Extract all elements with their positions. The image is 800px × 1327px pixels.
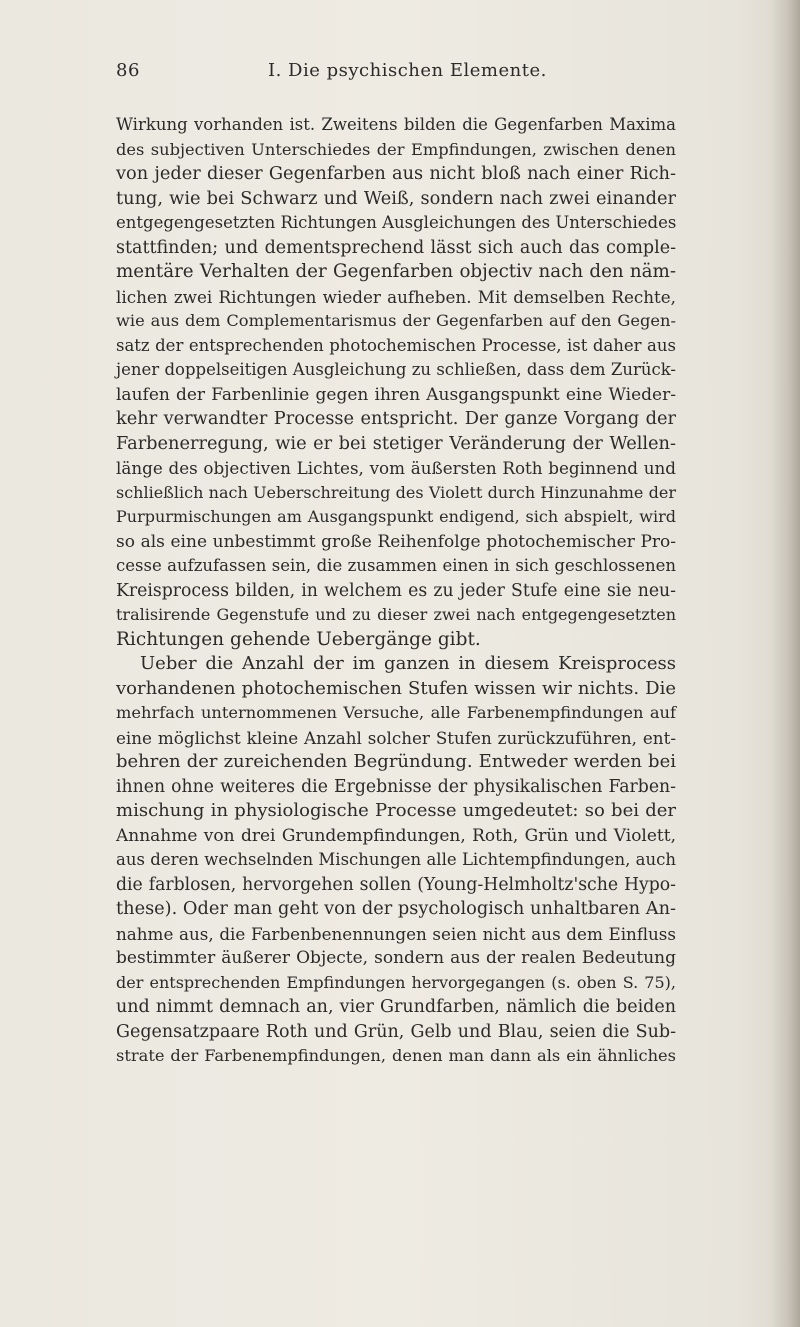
body-text (116, 113, 676, 1069)
text-line: satz der entsprechenden photochemischen Processe, ist daher aus (116, 335, 676, 355)
text-line: des subjectiven Unterschiedes der Empfindungen, zwischen denen (116, 139, 676, 159)
running-head: I. Die psychischen Elemente. (268, 60, 547, 81)
text-line: strate der Farbenempfindungen, denen man dann als ein ähnliches (116, 1046, 676, 1065)
text-line: cesse aufzufassen sein, die zusammen einen in sich geschlossenen (116, 556, 676, 575)
text-line: Gegensatzpaare Roth und Grün, Gelb und Blau, seien die Sub- (116, 1021, 676, 1042)
text-line: und nimmt demnach an, vier Grundfarben, nämlich die beiden (116, 997, 676, 1017)
text-line: schließlich nach Ueberschreitung des Violett durch Hinzunahme der (116, 482, 676, 502)
text-line: mentäre Verhalten der Gegenfarben objectiv nach den näm- (116, 261, 676, 282)
text-line: behren der zureichenden Begründung. Entweder werden bei (116, 751, 676, 772)
text-line: aus deren wechselnden Mischungen alle Lichtempfindungen, auch (116, 850, 676, 869)
text-line: kehr verwandter Processe entspricht. Der ganze Vorgang der (116, 409, 676, 429)
text-line: Kreisprocess bilden, in welchem es zu jeder Stufe eine sie neu- (116, 580, 676, 601)
text-line: stattfinden; und dementsprechend lässt sich auch das comple- (116, 237, 676, 258)
text-line: mischung in physiologische Processe umgedeutet: so bei der (116, 800, 676, 821)
paragraph-start-line: Ueber die Anzahl der im ganzen in diesem Kreisprocess (140, 653, 676, 674)
text-line: ihnen ohne weiteres die Ergebnisse der physikalischen Farben- (116, 776, 676, 797)
text-line: nahme aus, die Farbenbenennungen seien nicht aus dem Einfluss (116, 923, 676, 944)
page-header (116, 60, 676, 90)
text-line: der entsprechenden Empfindungen hervorgegangen (s. oben S. 75), (116, 972, 676, 992)
text-line: so als eine unbestimmt große Reihenfolge photochemischer Pro- (116, 531, 676, 552)
page-edge-shadow (770, 0, 800, 1327)
text-line: laufen der Farbenlinie gegen ihren Ausgangspunkt eine Wieder- (116, 384, 676, 405)
text-line: länge des objectiven Lichtes, vom äußersten Roth beginnend und (116, 458, 676, 478)
text-line: von jeder dieser Gegenfarben aus nicht bloß nach einer Rich- (116, 164, 676, 184)
text-line: Farbenerregung, wie er bei stetiger Veränderung der Wellen- (116, 433, 676, 454)
text-line: mehrfach unternommenen Versuche, alle Farbenempfindungen auf (116, 703, 676, 722)
text-line: lichen zwei Richtungen wieder aufheben. Mit demselben Rechte, (116, 286, 676, 307)
text-line: tung, wie bei Schwarz und Weiß, sondern nach zwei einander (116, 188, 676, 209)
page-number: 86 (116, 60, 140, 81)
text-line: these). Oder man geht von der psychologisch unhaltbaren An- (116, 899, 676, 919)
text-line: Purpurmischungen am Ausgangspunkt endigend, sich abspielt, wird (116, 507, 676, 526)
text-line: jener doppelseitigen Ausgleichung zu schließen, dass dem Zurück- (116, 360, 676, 379)
text-line: die farblosen, hervorgehen sollen (Young-Helmholtz'sche Hypo- (116, 874, 676, 895)
text-line: entgegengesetzten Richtungen Ausgleichungen des Unterschiedes (116, 213, 677, 232)
text-line: wie aus dem Complementarismus der Gegenfarben auf den Gegen- (116, 311, 676, 330)
text-line: bestimmter äußerer Objecte, sondern aus der realen Bedeutung (116, 948, 676, 968)
text-line: Wirkung vorhanden ist. Zweitens bilden die Gegenfarben Maxima (116, 115, 676, 134)
text-line: Annahme von drei Grundempfindungen, Roth, Grün und Violett, (116, 825, 676, 846)
text-line: vorhandenen photochemischen Stufen wissen wir nichts. Die (116, 677, 676, 699)
paragraph-end-line: Richtungen gehende Uebergänge gibt. (116, 628, 481, 650)
text-line: tralisirende Gegenstufe und zu dieser zwei nach entgegengesetzten (116, 605, 676, 624)
text-line: eine möglichst kleine Anzahl solcher Stufen zurückzuführen, ent- (116, 727, 676, 748)
